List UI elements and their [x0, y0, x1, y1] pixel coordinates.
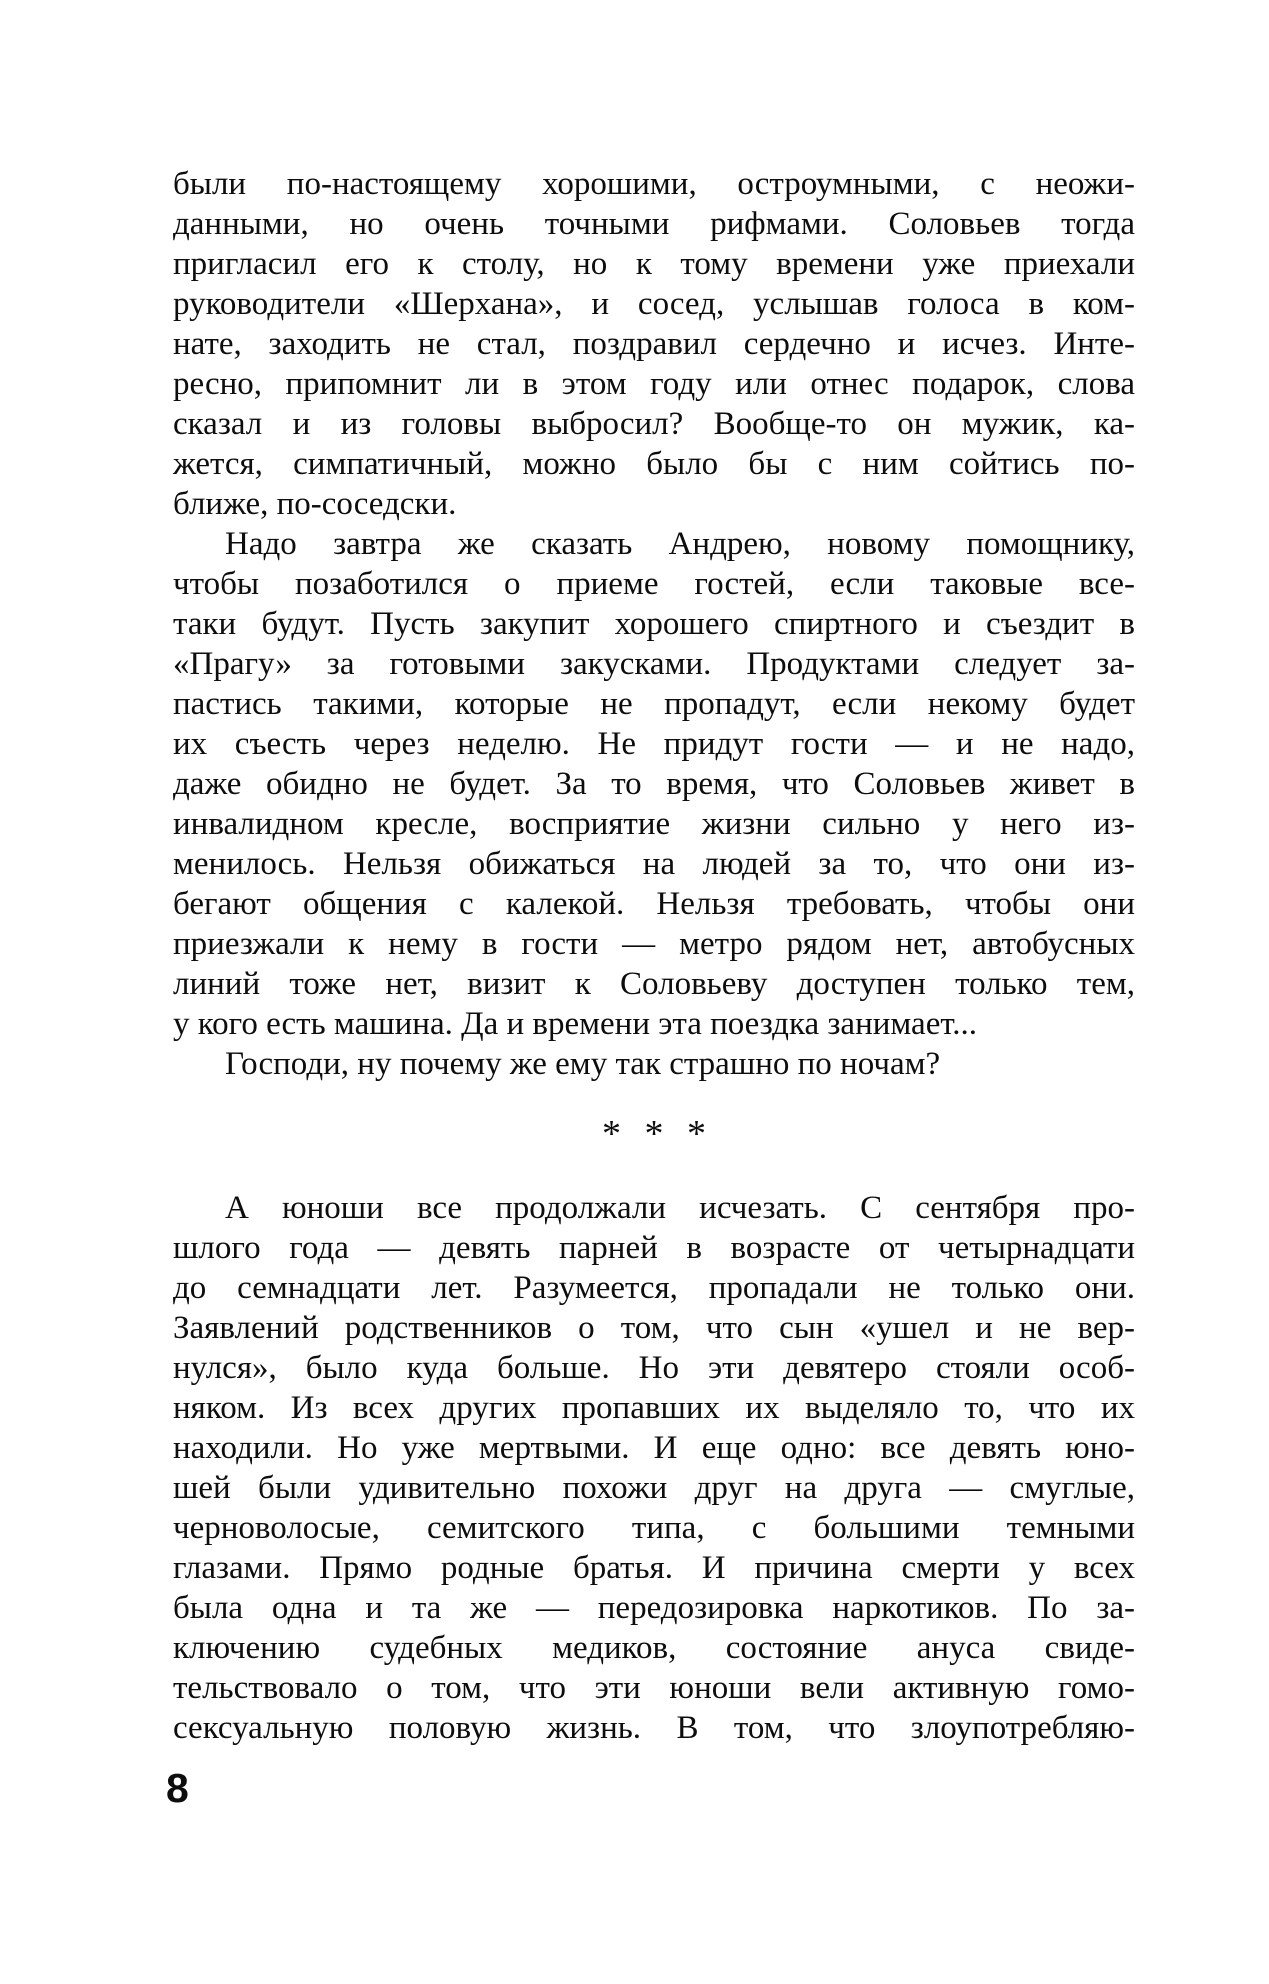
paragraph	[173, 1044, 1135, 1084]
text-line: шей были удивительно похожи друг на друга — смуглые,	[173, 1470, 1135, 1506]
text-line: тельствовало о том, что эти юноши вели активную гомо-	[173, 1670, 1135, 1706]
paragraph	[173, 524, 1135, 1044]
text-line: приезжали к нему в гости — метро рядом нет, автобусных	[173, 926, 1135, 962]
text-line: даже обидно не будет. За то время, что Соловьев живет в	[173, 766, 1135, 802]
text-line: менилось. Нельзя обижаться на людей за то, что они из-	[173, 846, 1135, 882]
text-line: инвалидном кресле, восприятие жизни сильно у него из-	[173, 806, 1135, 842]
text-line: пригласил его к столу, но к тому времени уже приехали	[173, 246, 1135, 282]
text-line: Заявлений родственников о том, что сын «ушел и не вер-	[173, 1310, 1135, 1346]
text-line: их съесть через неделю. Не придут гости — и не надо,	[173, 726, 1135, 762]
text-line: таки будут. Пусть закупит хорошего спиртного и съездит в	[173, 606, 1135, 642]
section-separator: * * *	[602, 1113, 706, 1155]
paragraph	[173, 1188, 1135, 1748]
text-line: Господи, ну почему же ему так страшно по ночам?	[225, 1046, 941, 1082]
text-line: до семнадцати лет. Разумеется, пропадали не только они.	[173, 1270, 1135, 1306]
text-line: были по-настоящему хорошими, остроумными, с неожи-	[173, 166, 1135, 202]
text-line: бегают общения с калекой. Нельзя требовать, чтобы они	[173, 886, 1135, 922]
text-block	[173, 164, 1135, 1748]
text-line: сказал и из головы выбросил? Вообще-то он мужик, ка-	[173, 406, 1135, 442]
text-line: ресно, припомнит ли в этом году или отнес подарок, слова	[173, 366, 1135, 402]
text-line: была одна и та же — передозировка наркотиков. По за-	[173, 1590, 1135, 1626]
text-line: «Прагу» за готовыми закусками. Продуктами следует за-	[173, 646, 1135, 682]
text-line: ближе, по-соседски.	[173, 486, 457, 522]
text-line: Надо завтра же сказать Андрею, новому помощнику,	[225, 526, 1135, 562]
text-line: жется, симпатичный, можно было бы с ним сойтись по-	[173, 446, 1135, 482]
text-line: черноволосые, семитского типа, с большими темными	[173, 1510, 1135, 1546]
text-line: руководители «Шерхана», и сосед, услышав голоса в ком-	[173, 286, 1135, 322]
text-line: линий тоже нет, визит к Соловьеву доступен только тем,	[173, 966, 1135, 1002]
text-line: у кого есть машина. Да и времени эта поездка занимает...	[173, 1006, 978, 1042]
text-line: нулся», было куда больше. Но эти девятеро стояли особ-	[173, 1350, 1135, 1386]
text-line: нате, заходить не стал, поздравил сердечно и исчез. Инте-	[173, 326, 1135, 362]
text-line: находили. Но уже мертвыми. И еще одно: все девять юно-	[173, 1430, 1135, 1466]
text-line: данными, но очень точными рифмами. Соловьев тогда	[173, 206, 1135, 242]
text-line: А юноши все продолжали исчезать. С сентября про-	[225, 1190, 1135, 1226]
text-line: ключению судебных медиков, состояние ануса свиде-	[173, 1630, 1135, 1666]
text-line: чтобы позаботился о приеме гостей, если таковые все-	[173, 566, 1135, 602]
page-number: 8	[166, 1765, 189, 1811]
text-line: пастись такими, которые не пропадут, если некому будет	[173, 686, 1135, 722]
text-line: глазами. Прямо родные братья. И причина смерти у всех	[173, 1550, 1135, 1586]
text-line: няком. Из всех других пропавших их выделяло то, что их	[173, 1390, 1135, 1426]
paragraph	[173, 164, 1135, 524]
text-line: шлого года — девять парней в возрасте от четырнадцати	[173, 1230, 1135, 1266]
text-line: сексуальную половую жизнь. В том, что злоупотребляю-	[173, 1710, 1135, 1746]
